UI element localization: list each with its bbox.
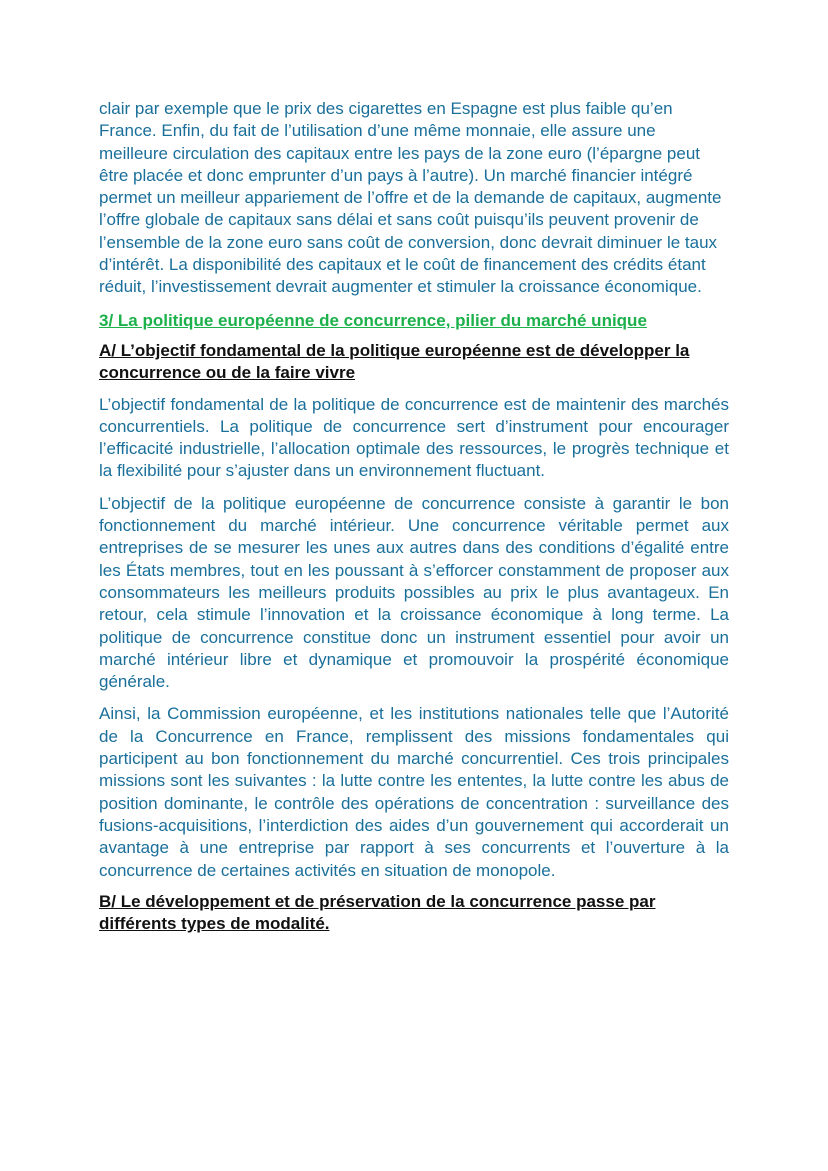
paragraph-missions: Ainsi, la Commission européenne, et les institutions nationales telle que l’Autorité de la Concurrence en France, remplissent des missions fondamentales qui participent au bon fonctionnement du marché concurrentiel. Ces trois principales missions sont les suivantes : la lutte contre les ententes, la lutte contre les abus de position dominante, le contrôle des opérations de concentration : surveillance des fusions-acquisitions, l’interdiction des aides d’un gouvernement qui accorderait un avantage à une entreprise par rapport à ses concurrents et l’ouverture à la concurrence de certaines activités en situation de monopole. xyxy=(99,704,729,880)
paragraph-objectif-fondamental: L’objectif fondamental de la politique de concurrence est de maintenir des marchés concurrentiels. La politique de concurrence sert d’instrument pour encourager l’efficacité industrielle, l’allocation optimale des ressources, le progrès technique et la flexibilité pour s’ajuster dans un environnement fluctuant. xyxy=(99,394,729,481)
subsection-a-title: A/ L’objectif fondamental de la politique européenne est de développer la concurrence ou de la faire vivre xyxy=(99,340,690,383)
paragraph-marche-interieur: L’objectif de la politique européenne de concurrence consiste à garantir le bon fonctionnement du marché intérieur. Une concurrence véritable permet aux entreprises de se mesurer les unes aux autres dans des conditions d’égalité entre les États membres, tout en les poussant à s’efforcer constamment de proposer aux consommateurs les meilleurs produits possibles au prix le plus avantageux. En retour, cela stimule l’innovation et la croissance économique à long terme. La politique de concurrence constitue donc un instrument essentiel pour avoir un marché intérieur libre et dynamique et promouvoir la prospérité économique générale. xyxy=(99,493,729,692)
document-page xyxy=(99,98,729,944)
subsection-b-title: B/ Le développement et de préservation de la concurrence passe par différents types de modalité. xyxy=(99,891,656,934)
intro-paragraph: clair par exemple que le prix des cigarettes en Espagne est plus faible qu’en France. Enfin, du fait de l’utilisation d’une même monnaie, elle assure une meilleure circulation des capitaux entre les pays de la zone euro (l’épargne peut être placée et donc emprunter d’un pays à l’autre). Un marché financier intégré permet un meilleur appariement de l’offre et de la demande de capitaux, augmente l’offre globale de capitaux sans délai et sans coût puisqu’ils peuvent provenir de l’ensemble de la zone euro sans coût de conversion, donc devrait diminuer le taux d’intérêt. La disponibilité des capitaux et le coût de financement des crédits étant réduit, l’investissement devrait augmenter et stimuler la croissance économique. xyxy=(99,99,722,297)
section-3-title: 3/ La politique européenne de concurrence, pilier du marché unique xyxy=(99,310,647,330)
